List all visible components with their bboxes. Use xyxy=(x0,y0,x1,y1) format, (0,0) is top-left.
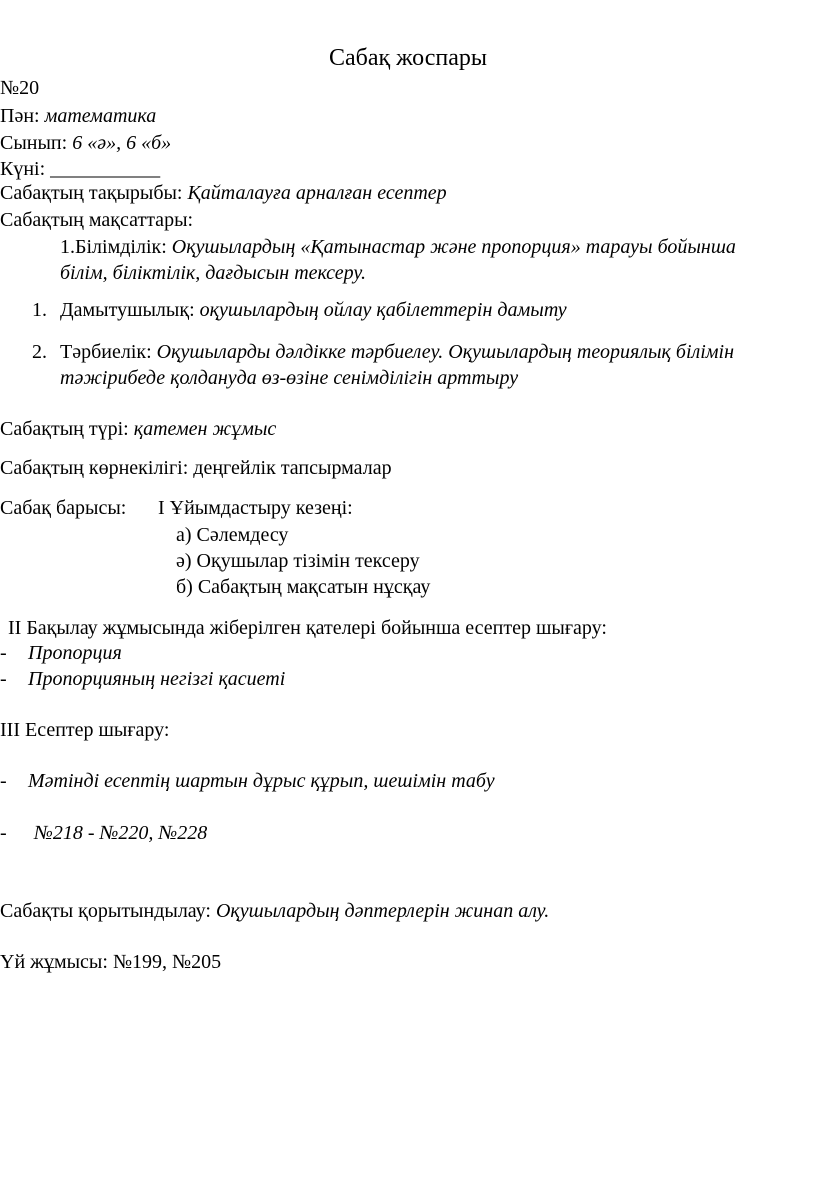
objective-item xyxy=(32,298,567,322)
objective-prefix: Дамытушылық: xyxy=(60,299,195,321)
stage-2-item-text: Пропорция xyxy=(28,642,122,664)
objective-text: Оқушыларды дәлдікке тәрбиелеу. Оқушылардың теориялық білімін xyxy=(156,341,735,363)
plan-number: №20 xyxy=(0,77,40,99)
lesson-type-label: Сабақтың түрі: xyxy=(0,418,129,440)
date-value: ___________ xyxy=(50,158,161,180)
subject-value: математика xyxy=(44,105,157,127)
visual-aids-value: деңгейлік тапсырмалар xyxy=(193,457,392,479)
stage-3-item: - Мәтінді есептің шартын дұрыс құрып, шешімін табу xyxy=(0,770,495,792)
grade-label: Сынып: xyxy=(0,132,68,154)
stage-2-item-text: Пропорцияның негізгі қасиеті xyxy=(28,668,286,690)
progress-label: Сабақ барысы: xyxy=(0,497,127,519)
topic-label: Сабақтың тақырыбы: xyxy=(0,182,183,204)
summary-line xyxy=(0,899,549,923)
lesson-type-value: қатемен жұмыс xyxy=(133,418,277,440)
summary-value: Оқушылардың дәптерлерін жинап алу. xyxy=(215,900,550,922)
homework-line xyxy=(0,950,221,974)
summary-label: Сабақты қорытындылау: xyxy=(0,900,211,922)
page-title: Сабақ жоспары xyxy=(328,45,488,71)
date-label: Күні: xyxy=(0,158,46,180)
topic-value: Қайталауға арналған есептер xyxy=(187,182,447,204)
objective-item xyxy=(60,235,736,259)
homework-label: Үй жұмысы: xyxy=(0,951,108,973)
stage-2-item: - Пропорцияның негізгі қасиеті xyxy=(0,668,286,690)
objective-prefix: Тәрбиелік: xyxy=(60,341,152,363)
objective-prefix: 1.Білімділік: xyxy=(60,236,167,258)
lesson-type-line xyxy=(0,417,276,441)
objectives-label: Сабақтың мақсаттары: xyxy=(0,209,194,231)
grade-line xyxy=(0,131,171,155)
date-line xyxy=(0,157,160,181)
subject-label: Пән: xyxy=(0,105,40,127)
stage-2-item: - Пропорция xyxy=(0,642,122,664)
stage-3-heading: ІІІ Есептер шығару: xyxy=(0,719,170,741)
objective-text: оқушылардың ойлау қабілеттерін дамыту xyxy=(199,299,567,321)
stage-1-item: а) Сәлемдесу xyxy=(176,524,289,546)
topic-line xyxy=(0,181,447,205)
stage-1-heading: І Ұйымдастыру кезеңі: xyxy=(158,497,353,519)
stage-3-item-text: №218 - №220, №228 xyxy=(34,822,208,844)
objective-item xyxy=(32,340,734,364)
objective-number: 1. xyxy=(32,299,47,321)
stage-2-heading: ІІ Бақылау жұмысында жіберілген қателері бойынша есептер шығару: xyxy=(8,617,607,639)
objective-number: 2. xyxy=(32,341,47,363)
visual-aids-label: Сабақтың көрнекілігі: xyxy=(0,457,189,479)
objective-text-continued: тәжірибеде қолдануда өз-өзіне сенімділігін арттыру xyxy=(60,367,519,389)
homework-value: №199, №205 xyxy=(112,951,222,973)
subject-line xyxy=(0,104,156,128)
visual-aids-line xyxy=(0,456,392,480)
stage-3-item: - №218 - №220, №228 xyxy=(0,822,208,844)
stage-1-item: ә) Оқушылар тізімін тексеру xyxy=(176,550,420,572)
objective-text: Оқушылардың «Қатынастар және пропорция» тарауы бойынша xyxy=(171,236,736,258)
stage-1-item: б) Сабақтың мақсатын нұсқау xyxy=(176,576,431,598)
grade-value: 6 «ә», 6 «б» xyxy=(72,132,172,154)
stage-3-item-text: Мәтінді есептің шартын дұрыс құрып, шешімін табу xyxy=(28,770,495,792)
objective-text-continued: білім, біліктілік, дағдысын тексеру. xyxy=(60,262,366,284)
